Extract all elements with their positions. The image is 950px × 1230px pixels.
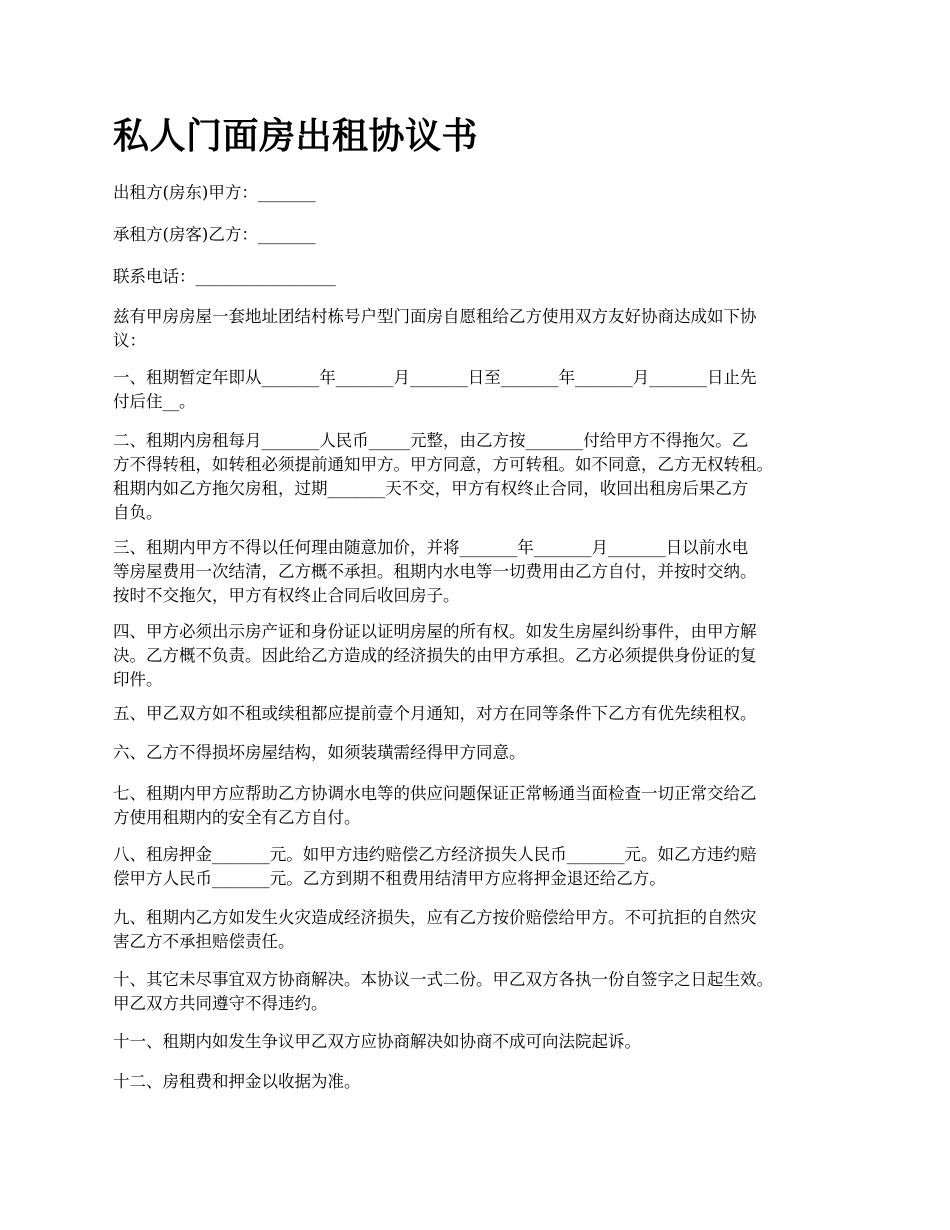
text-line: 甲乙双方共同遵守不得违约。 [113, 994, 328, 1013]
text-line: 七、租期内甲方应帮助乙方协调水电等的供应问题保证正常畅通当面检查一切正常交给乙 [113, 784, 757, 803]
clause-6 [113, 741, 855, 765]
clause-2 [113, 429, 855, 525]
phone-line: 联系电话：_________________ [113, 267, 336, 286]
document-title: 私人门面房出租协议书 [113, 115, 479, 157]
clause-12 [113, 1070, 855, 1094]
text-line: 兹有甲房房屋一套地址团结村栋号户型门面房自愿租给乙方使用双方友好协商达成如下协 [113, 307, 757, 326]
text-line: 四、甲方必须出示房产证和身份证以证明房屋的所有权。如发生房屋纠纷事件，由甲方解 [113, 622, 757, 641]
clause-7 [113, 782, 855, 830]
clause-8 [113, 843, 855, 891]
text-line: 九、租期内乙方如发生火灾造成经济损失，应有乙方按价赔偿给甲方。不可抗拒的自然灾 [113, 908, 757, 927]
text-line: 按时不交拖欠，甲方有权终止合同后收回房子。 [113, 586, 460, 605]
text-line: 方不得转租，如转租必须提前通知甲方。甲方同意，方可转租。如不同意，乙方无权转租。 [113, 455, 773, 474]
clause-10 [113, 968, 855, 1016]
text-line: 决。乙方概不负责。因此给乙方造成的经济损失的由甲方承担。乙方必须提供身份证的复 [113, 646, 757, 665]
text-line: 十、其它未尽事宜双方协商解决。本协议一式二份。甲乙双方各执一份自签字之日起生效。 [113, 970, 773, 989]
clause-4 [113, 620, 855, 692]
text-line: 害乙方不承担赔偿责任。 [113, 932, 295, 951]
text-line: 议： [113, 331, 146, 350]
clause-3 [113, 536, 855, 608]
tenant-line: 承租方(房客)乙方：_______ [113, 225, 316, 244]
clause-1 [113, 366, 855, 414]
clause-11 [113, 1030, 855, 1054]
text-line: 偿甲方人民币_______元。乙方到期不租费用结清甲方应将押金退还给乙方。 [113, 869, 666, 888]
text-line: 租期内如乙方拖欠房租，过期_______天不交，甲方有权终止合同，收回出租房后果乙方 [113, 479, 749, 498]
text-line: 一、租期暂定年即从_______年_______月_______日至_______年_______月_______日止先 [113, 368, 757, 387]
text-line: 十一、租期内如发生争议甲乙双方应协商解决如协商不成可向法院起诉。 [113, 1032, 641, 1051]
text-line: 方使用租期内的安全有乙方自付。 [113, 808, 361, 827]
text-line: 六、乙方不得损坏房屋结构，如须装璜需经得甲方同意。 [113, 743, 526, 762]
text-line: 二、租期内房租每月_______人民币_____元整，由乙方按_______付给甲方不得拖欠。乙 [113, 431, 749, 450]
text-line: 自负。 [113, 503, 163, 522]
text-line: 八、租房押金_______元。如甲方违约赔偿乙方经济损失人民币_______元。如乙方违约赔 [113, 845, 757, 864]
text-line: 五、甲乙双方如不租或续租都应提前壹个月通知，对方在同等条件下乙方有优先续租权。 [113, 704, 757, 723]
landlord-line: 出租方(房东)甲方：_______ [113, 183, 316, 202]
text-line: 付后住__。 [113, 392, 196, 411]
text-line: 十二、房租费和押金以收据为准。 [113, 1072, 361, 1091]
clause-5 [113, 702, 855, 726]
text-line: 三、租期内甲方不得以任何理由随意加价，并将_______年_______月_______日以前水电 [113, 538, 749, 557]
intro-paragraph [113, 305, 855, 353]
clause-9 [113, 906, 855, 954]
text-line: 印件。 [113, 670, 163, 689]
text-line: 等房屋费用一次结清，乙方概不承担。租期内水电等一切费用由乙方自付，并按时交纳。 [113, 562, 757, 581]
